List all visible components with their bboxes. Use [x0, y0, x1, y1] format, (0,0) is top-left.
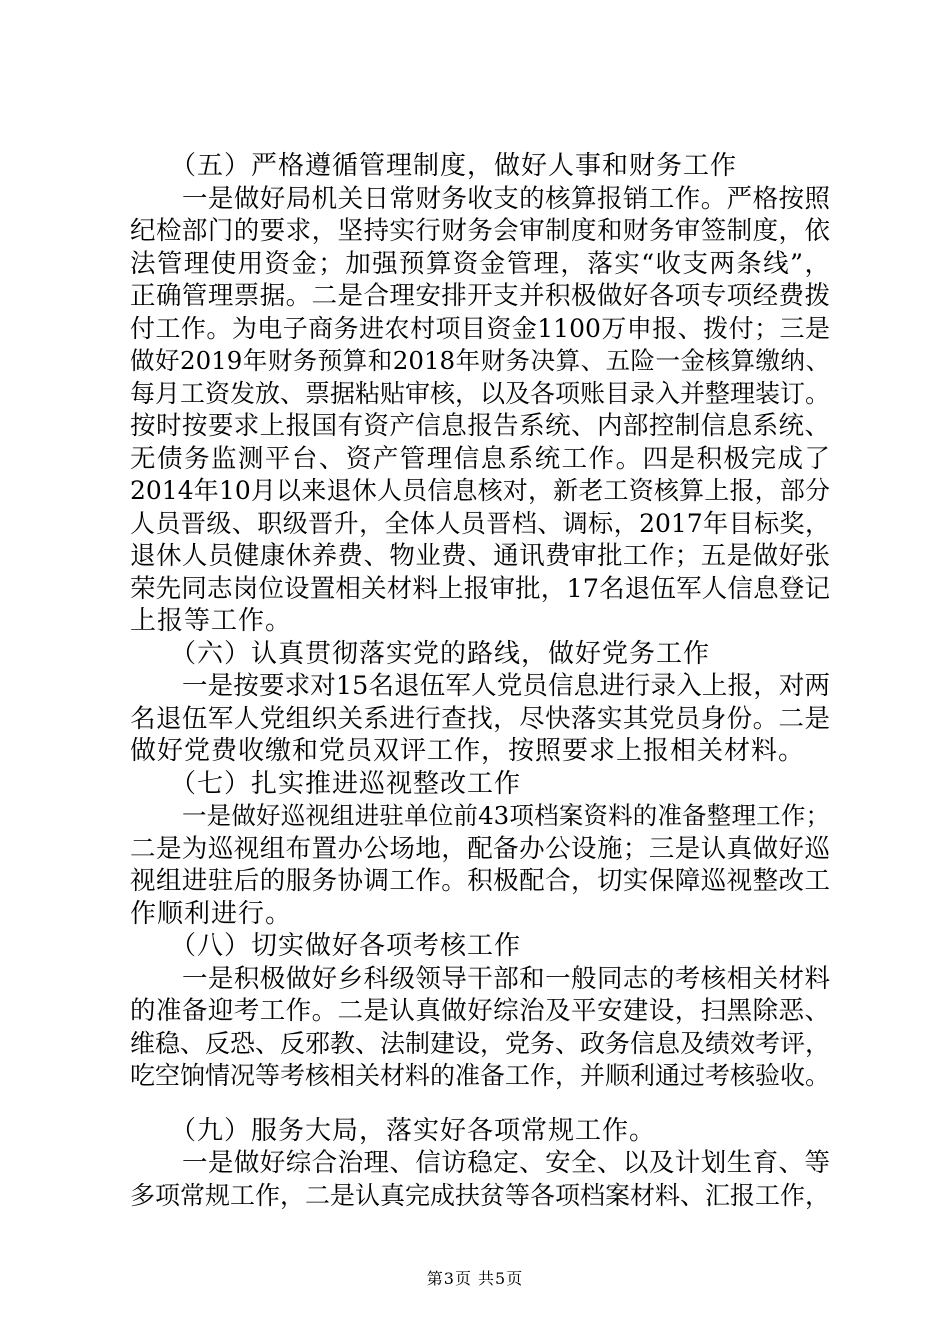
document-body — [130, 150, 830, 1212]
page-number-footer: 第3页 共5页 — [426, 1269, 524, 1288]
paragraph-line: 维稳、反恐、反邪教、法制建设，党务、政务信息及绩效考评， — [130, 1028, 831, 1058]
section-heading-8: （八）切实做好各项考核工作 — [170, 931, 522, 961]
paragraph-line: 法管理使用资金；加强预算资金管理，落实“收支两条线”， — [130, 248, 830, 279]
paragraph-line: 人员晋级、职级晋升，全体人员晋档、调标，2017年目标奖， — [130, 508, 830, 538]
paragraph-line: 纪检部门的要求，坚持实行财务会审制度和财务审签制度，依 — [130, 216, 830, 246]
paragraph-line: 退休人员健康休养费、物业费、通讯费审批工作；五是做好张 — [130, 541, 830, 571]
paragraph-gap — [130, 1093, 830, 1115]
paragraph-line: 每月工资发放、票据粘贴审核，以及各项账目录入并整理装订。 — [130, 378, 831, 408]
section-heading-5: （五）严格遵循管理制度，做好人事和财务工作 — [170, 151, 738, 181]
paragraph-line: 多项常规工作，二是认真完成扶贫等各项档案材料、汇报工作， — [130, 1180, 831, 1210]
paragraph-line: 2014年10月以来退休人员信息核对，新老工资核算上报，部分 — [130, 476, 830, 505]
paragraph-line: 按时按要求上报国有资产信息报告系统、内部控制信息系统、 — [130, 411, 830, 441]
paragraph-line: 作顺利进行。 — [130, 898, 293, 929]
paragraph-line: 一是做好局机关日常财务收支的核算报销工作。严格按照 — [182, 183, 830, 214]
paragraph-line: 上报等工作。 — [130, 606, 293, 636]
paragraph-line: 一是做好综合治理、信访稳定、安全、以及计划生育、等 — [182, 1148, 830, 1178]
paragraph-line: 视组进驻后的服务协调工作。积极配合，切实保障巡视整改工 — [130, 866, 830, 896]
paragraph-line: 荣先同志岗位设置相关材料上报审批，17名退伍军人信息登记 — [130, 573, 830, 604]
section-heading-6: （六）认真贯彻落实党的路线，做好党务工作 — [170, 638, 711, 669]
paragraph-line: 吃空饷情况等考核相关材料的准备工作，并顺利通过考核验收。 — [130, 1061, 831, 1090]
paragraph-line: 正确管理票据。二是合理安排开支并积极做好各项专项经费拨 — [130, 281, 830, 311]
section-heading-9: （九）服务大局，落实好各项常规工作。 — [170, 1115, 657, 1146]
paragraph-line: 付工作。为电子商务进农村项目资金1100万申报、拨付；三是 — [130, 313, 830, 343]
paragraph-line: 做好2019年财务预算和2018年财务决算、五险一金核算缴纳、 — [130, 346, 830, 375]
section-heading-7: （七）扎实推进巡视整改工作 — [170, 768, 522, 799]
paragraph-line: 二是为巡视组布置办公场地，配备办公设施；三是认真做好巡 — [130, 833, 830, 864]
paragraph-line: 一是按要求对15名退伍军人党员信息进行录入上报，对两 — [182, 671, 830, 701]
paragraph-line: 的准备迎考工作。二是认真做好综治及平安建设，扫黑除恶、 — [130, 996, 830, 1026]
paragraph-line: 无债务监测平台、资产管理信息系统工作。四是积极完成了 — [130, 443, 830, 474]
paragraph-line: 一是积极做好乡科级领导干部和一般同志的考核相关材料 — [182, 963, 830, 994]
paragraph-line: 一是做好巡视组进驻单位前43项档案资料的准备整理工作； — [182, 801, 830, 830]
paragraph-line: 名退伍军人党组织关系进行查找，尽快落实其党员身份。二是 — [130, 703, 830, 734]
paragraph-line: 做好党费收缴和党员双评工作，按照要求上报相关材料。 — [130, 736, 806, 766]
